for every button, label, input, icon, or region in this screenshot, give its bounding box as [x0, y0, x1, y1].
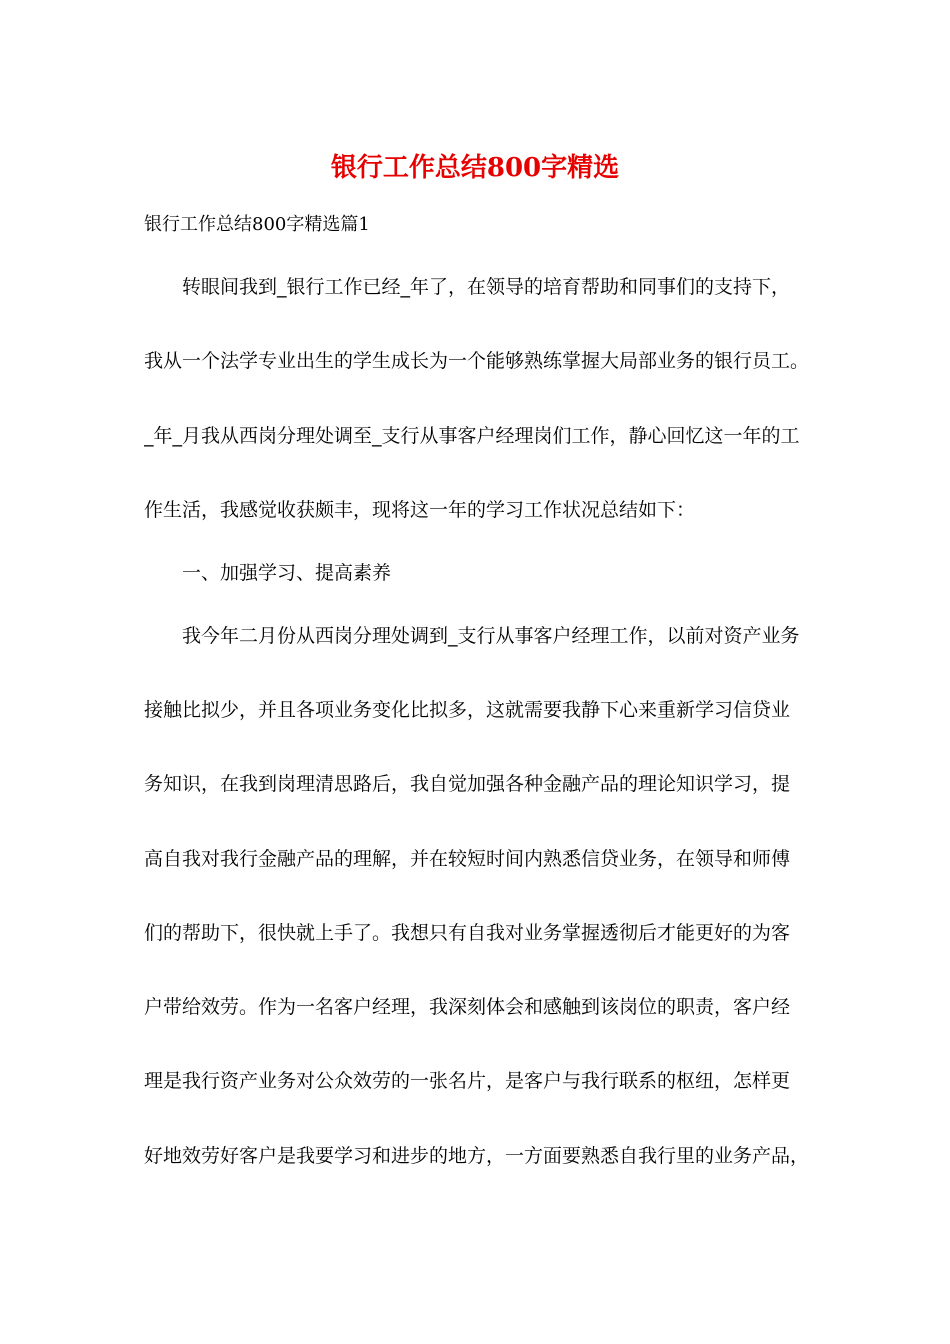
paragraph-line: 我从一个法学专业出生的学生成长为一个能够熟练掌握大局部业务的银行员工。 [144, 350, 809, 372]
paragraph-line: 户带给效劳。作为一名客户经理，我深刻体会和感触到该岗位的职责，客户经 [144, 996, 791, 1018]
section-heading: 银行工作总结800字精选篇1 [144, 214, 370, 235]
paragraph-line: 理是我行资产业务对公众效劳的一张名片，是客户与我行联系的枢纽，怎样更 [144, 1070, 791, 1092]
paragraph-line: 接触比拟少，并且各项业务变化比拟多，这就需要我静下心来重新学习信贷业 [144, 699, 791, 721]
paragraph-line: 们的帮助下，很快就上手了。我想只有自我对业务掌握透彻后才能更好的为客 [144, 922, 791, 944]
paragraph-line: 转眼间我到_银行工作已经_年了，在领导的培育帮助和同事们的支持下， [182, 276, 791, 298]
paragraph-line: 高自我对我行金融产品的理解，并在较短时间内熟悉信贷业务，在领导和师傅 [144, 848, 791, 870]
paragraph-line: 好地效劳好客户是我要学习和进步的地方，一方面要熟悉自我行里的业务产品， [144, 1145, 809, 1167]
paragraph-line: 作生活，我感觉收获颇丰，现将这一年的学习工作状况总结如下： [144, 499, 696, 521]
paragraph-line: _年_月我从西岗分理处调至_支行从事客户经理岗们工作，静心回忆这一年的工 [144, 425, 800, 447]
document-title: 银行工作总结800字精选 [330, 153, 620, 183]
paragraph-line: 务知识，在我到岗理清思路后，我自觉加强各种金融产品的理论知识学习，提 [144, 773, 791, 795]
section-heading-1: 一、加强学习、提高素养 [182, 562, 392, 584]
paragraph-line: 我今年二月份从西岗分理处调到_支行从事客户经理工作，以前对资产业务 [182, 625, 800, 647]
